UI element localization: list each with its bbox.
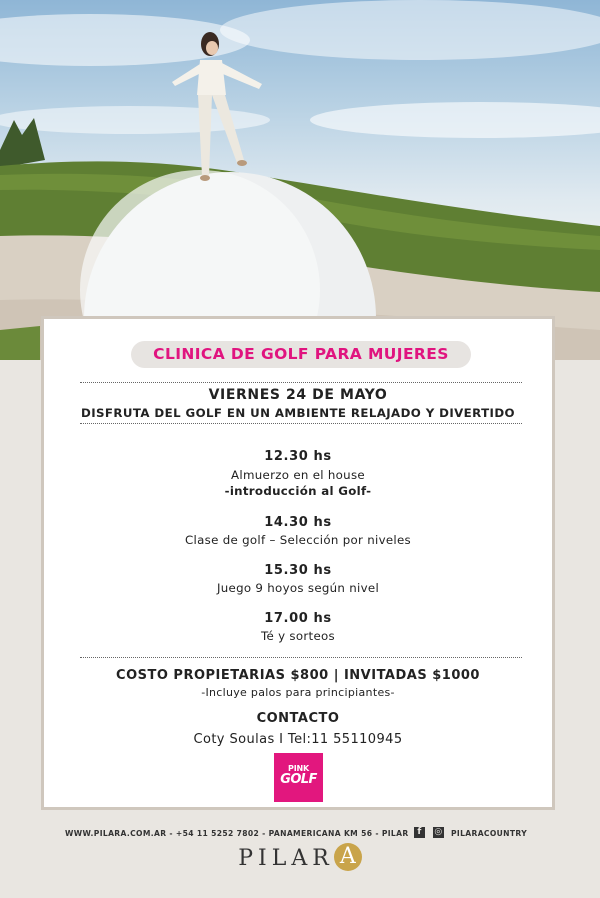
schedule-time: 15.30 hs	[264, 563, 332, 578]
contact-detail: Coty Soulas I Tel:11 55110945	[193, 732, 403, 747]
cost-note: -Incluye palos para principiantes-	[201, 686, 395, 699]
schedule-desc: Clase de golf – Selección por niveles	[185, 533, 411, 547]
footer-info: WWW.PILARA.COM.AR - +54 11 5252 7802 - PANAMERICANA KM 56 - PILAR	[65, 829, 409, 838]
instagram-icon[interactable]: ◎	[434, 827, 443, 837]
event-card	[41, 316, 555, 810]
event-subtitle: DISFRUTA DEL GOLF EN UN AMBIENTE RELAJADO Y DIVERTIDO	[81, 406, 515, 420]
logo-line-2: GOLF	[280, 772, 317, 787]
social-handle: PILARACOUNTRY	[451, 829, 528, 838]
divider	[80, 657, 522, 658]
schedule-time: 14.30 hs	[264, 515, 332, 530]
event-title: CLINICA DE GOLF PARA MUJERES	[131, 341, 471, 368]
logo-line-1: PINK	[288, 764, 309, 773]
schedule-desc: Juego 9 hoyos según nivel	[216, 581, 380, 595]
schedule-time: 17.00 hs	[264, 611, 332, 626]
facebook-icon[interactable]: f	[414, 827, 425, 838]
schedule-time: 12.30 hs	[264, 449, 332, 464]
hero-photo	[0, 0, 600, 360]
divider	[80, 423, 522, 424]
schedule-desc: Almuerzo en el house	[231, 468, 365, 482]
footer	[0, 827, 600, 841]
pilara-brand	[0, 846, 600, 871]
brand-badge: A	[334, 843, 362, 871]
contact-heading: CONTACTO	[256, 711, 340, 726]
schedule-extra: -introducción al Golf-	[224, 484, 372, 498]
schedule-desc: Té y sorteos	[260, 629, 335, 643]
event-date: VIERNES 24 DE MAYO	[208, 387, 388, 403]
pink-golf-logo	[274, 753, 323, 802]
cost-info: COSTO PROPIETARIAS $800 | INVITADAS $1000	[116, 668, 480, 683]
divider	[80, 382, 522, 383]
brand-name: PILAR	[238, 846, 334, 871]
golf-course-illustration	[0, 0, 600, 360]
